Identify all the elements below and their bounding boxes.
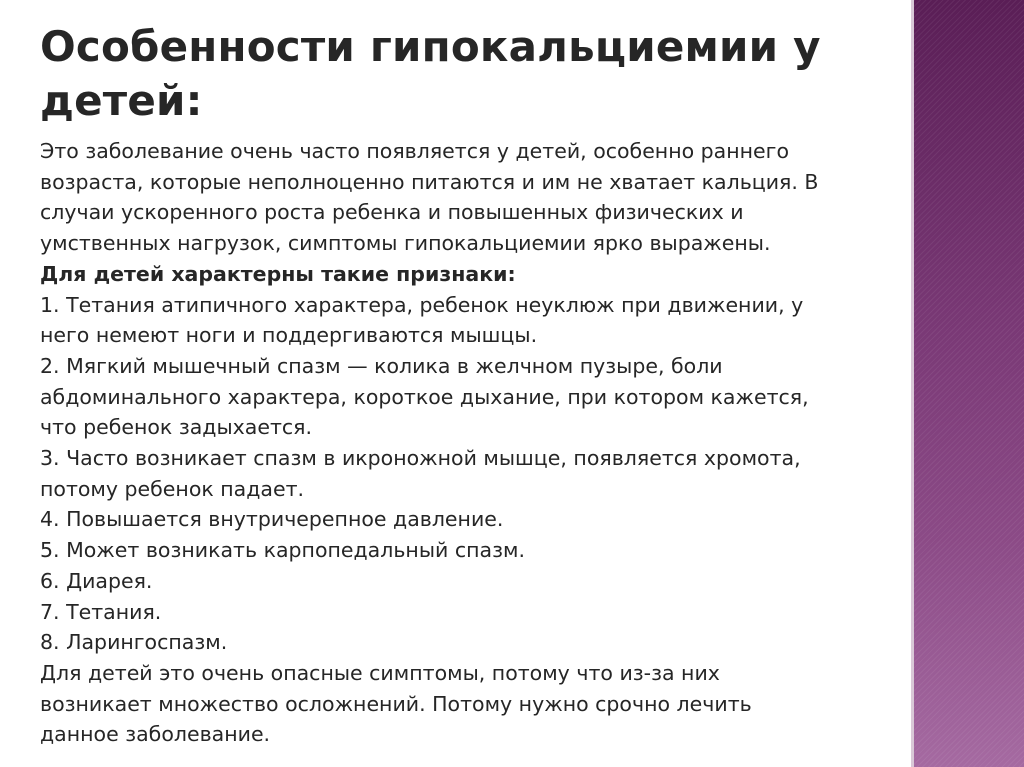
body-line: данное заболевание. xyxy=(40,722,271,747)
body-line: абдоминального характера, короткое дыхание, при котором кажется, xyxy=(40,384,809,409)
body-line: потому ребенок падает. xyxy=(40,476,305,501)
body-line: Для детей это очень опасные симптомы, потому что из-за них xyxy=(40,660,720,685)
body-line: 2. Мягкий мышечный спазм — колика в желчном пузыре, боли xyxy=(40,353,723,378)
slide-title xyxy=(40,20,910,128)
slide-body-text xyxy=(40,136,910,750)
body-line: возраста, которые неполноценно питаются и им не хватает кальция. В xyxy=(40,169,819,194)
body-line: случаи ускоренного роста ребенка и повышенных физических и xyxy=(40,200,744,225)
body-line: возникает множество осложнений. Потому нужно срочно лечить xyxy=(40,691,752,716)
slide-title-line: детей: xyxy=(40,76,203,125)
slide-title-line: Особенности гипокальциемии у xyxy=(40,22,821,71)
decorative-side-band xyxy=(914,0,1024,767)
body-line: 1. Тетания атипичного характера, ребенок неуклюж при движении, у xyxy=(40,292,804,317)
body-line: что ребенок задыхается. xyxy=(40,415,313,440)
body-line: него немеют ноги и поддергиваются мышцы. xyxy=(40,323,538,348)
body-line: 4. Повышается внутричерепное давление. xyxy=(40,507,504,532)
body-line: 3. Часто возникает спазм в икроножной мышце, появляется хромота, xyxy=(40,446,801,471)
body-line: 7. Тетания. xyxy=(40,599,162,624)
body-line: Это заболевание очень часто появляется у детей, особенно раннего xyxy=(40,139,789,163)
body-line: 6. Диарея. xyxy=(40,568,153,593)
body-line: умственных нагрузок, симптомы гипокальциемии ярко выражены. xyxy=(40,231,771,256)
body-line: 8. Ларингоспазм. xyxy=(40,630,228,655)
body-subheading: Для детей характерны такие признаки: xyxy=(40,261,516,286)
body-line: 5. Может возникать карпопедальный спазм. xyxy=(40,538,525,563)
slide-content xyxy=(40,20,910,760)
